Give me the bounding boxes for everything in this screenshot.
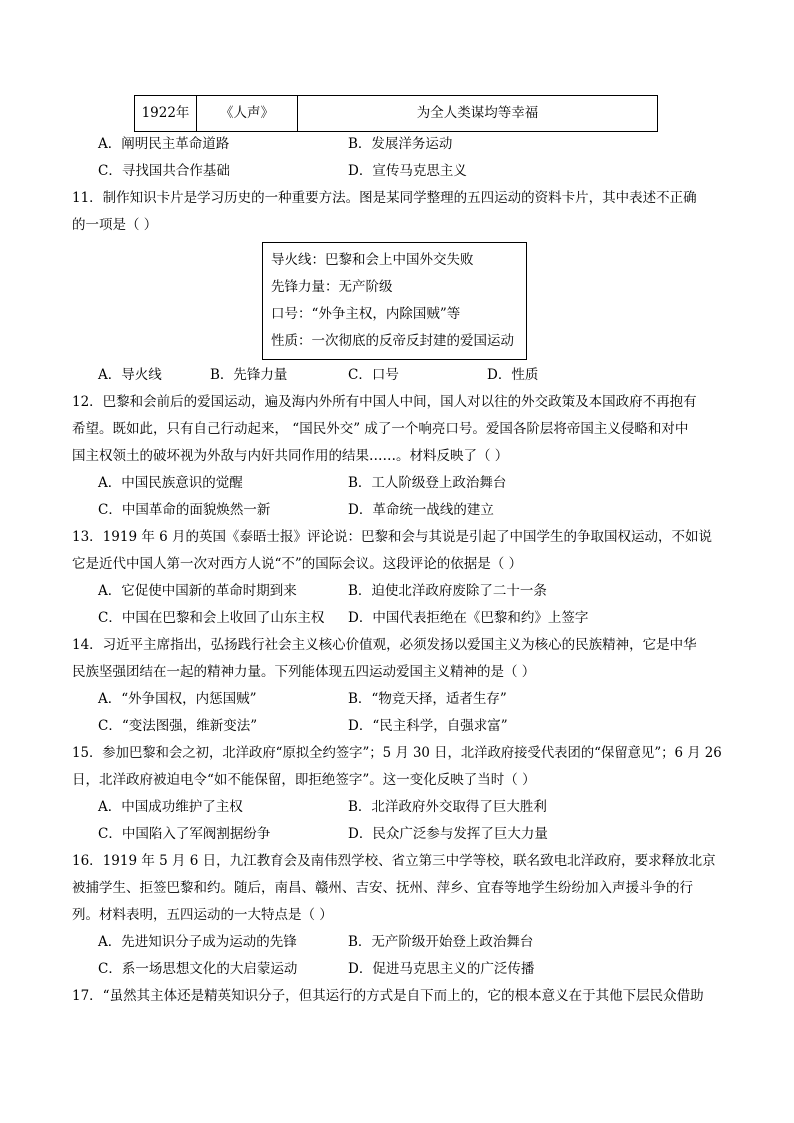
q11-option-d[interactable]: D．性质 [487, 367, 539, 383]
q14-stem-line-1: 14．习近平主席指出，弘扬践行社会主义核心价值观，必须发扬以爱国主义为核心的民族精神，它是中华 [72, 637, 697, 653]
q15-stem-line-2: 日，北洋政府被迫电令“如不能保留，即拒绝签字”。这一变化反映了当时（ ） [72, 772, 536, 788]
q10-option-c[interactable]: C．寻找国共合作基础 [98, 163, 230, 179]
q14-option-b[interactable]: B．“物竞天择，适者生存” [348, 691, 507, 707]
q12-option-d[interactable]: D．革命统一战线的建立 [348, 502, 494, 518]
q11-option-b[interactable]: B．先锋力量 [210, 367, 288, 383]
q13-stem-line-1: 13．1919 年 6 月的英国《泰晤士报》评论说：巴黎和会与其说是引起了中国学生的争取国权运动，不如说 [72, 529, 712, 545]
q15-stem-line-1: 15．参加巴黎和会之初，北洋政府“原拟全约签字”；5 月 30 日，北洋政府接受代表团的“保留意见”；6 月 26 [72, 745, 722, 761]
q11-option-c[interactable]: C．口号 [348, 367, 399, 383]
q17-stem-line-1: 17．“虽然其主体还是精英知识分子，但其运行的方式是自下而上的，它的根本意义在于其他下层民众借助 [72, 988, 704, 1004]
q14-option-c[interactable]: C．“变法图强，维新变法” [98, 718, 258, 734]
table-cell-publication: 《人声》 [197, 96, 298, 132]
q12-option-b[interactable]: B．工人阶级登上政治舞台 [348, 475, 507, 491]
q10-option-b[interactable]: B．发展洋务运动 [348, 136, 453, 152]
top-table [134, 95, 658, 132]
q16-option-d[interactable]: D．促进马克思主义的广泛传播 [348, 961, 535, 977]
q15-option-c[interactable]: C．中国陷入了军阀割据纷争 [98, 826, 271, 842]
card-item-trigger: 导火线：巴黎和会上中国外交失败 [271, 252, 474, 268]
q14-option-a[interactable]: A．“外争国权，内惩国贼” [98, 691, 257, 707]
q12-option-c[interactable]: C．中国革命的面貌焕然一新 [98, 502, 271, 518]
q12-stem-line-3: 国主权领土的破坏视为外敌与内奸共同作用的结果……。材料反映了（ ） [72, 448, 509, 464]
q13-option-a[interactable]: A．它促使中国新的革命时期到来 [98, 583, 297, 599]
table-row [135, 96, 658, 132]
q15-option-b[interactable]: B．北洋政府外交取得了巨大胜利 [348, 799, 547, 815]
q15-option-d[interactable]: D．民众广泛参与发挥了巨大力量 [348, 826, 548, 842]
q16-stem-line-1: 16．1919 年 5 月 6 日，九江教育会及南伟烈学校、省立第三中学等校，联名致电北洋政府，要求释放北京 [72, 853, 716, 869]
q12-option-a[interactable]: A．中国民族意识的觉醒 [98, 475, 243, 491]
q16-option-a[interactable]: A．先进知识分子成为运动的先锋 [98, 934, 297, 950]
q13-stem-line-2: 它是近代中国人第一次对西方人说“不”的国际会议。这段评论的依据是（ ） [72, 556, 523, 572]
q16-stem-line-3: 列。材料表明，五四运动的一大特点是（ ） [72, 907, 333, 923]
q10-option-a[interactable]: A．阐明民主革命道路 [98, 136, 230, 152]
q16-option-c[interactable]: C．系一场思想文化的大启蒙运动 [98, 961, 298, 977]
knowledge-card [262, 242, 527, 360]
card-item-slogan: 口号：“外争主权，内除国贼”等 [271, 306, 461, 322]
q10-option-d[interactable]: D．宣传马克思主义 [348, 163, 467, 179]
q16-stem-line-2: 被捕学生、拒签巴黎和约。随后，南昌、赣州、吉安、抚州、萍乡、宜春等地学生纷纷加入声援斗争的行 [72, 880, 693, 896]
q12-stem-line-1: 12．巴黎和会前后的爱国运动，遍及海内外所有中国人中间，国人对以往的外交政策及本国政府不再抱有 [72, 394, 697, 410]
card-item-nature: 性质：一次彻底的反帝反封建的爱国运动 [271, 333, 514, 349]
q15-option-a[interactable]: A．中国成功维护了主权 [98, 799, 243, 815]
q16-option-b[interactable]: B．无产阶级开始登上政治舞台 [348, 934, 534, 950]
card-item-vanguard: 先锋力量：无产阶级 [271, 279, 393, 295]
q13-option-b[interactable]: B．迫使北洋政府废除了二十一条 [348, 583, 547, 599]
table-cell-slogan: 为全人类谋均等幸福 [298, 96, 658, 132]
q11-stem-line-1: 11．制作知识卡片是学习历史的一种重要方法。图是某同学整理的五四运动的资料卡片，其中表述不正确 [72, 190, 697, 206]
q11-option-a[interactable]: A．导火线 [98, 367, 162, 383]
q14-option-d[interactable]: D．“民主科学，自强求富” [348, 718, 508, 734]
q12-stem-line-2: 希望。既如此，只有自己行动起来， “国民外交” 成了一个响亮口号。爱国各阶层将帝国主义侵略和对中 [72, 421, 689, 437]
q11-stem-line-2: 的一项是（ ） [72, 217, 158, 233]
q13-option-c[interactable]: C．中国在巴黎和会上收回了山东主权 [98, 610, 325, 626]
q14-stem-line-2: 民族坚强团结在一起的精神力量。下列能体现五四运动爱国主义精神的是（ ） [72, 664, 536, 680]
table-cell-year: 1922年 [135, 96, 197, 132]
q13-option-d[interactable]: D．中国代表拒绝在《巴黎和约》上签字 [348, 610, 589, 626]
